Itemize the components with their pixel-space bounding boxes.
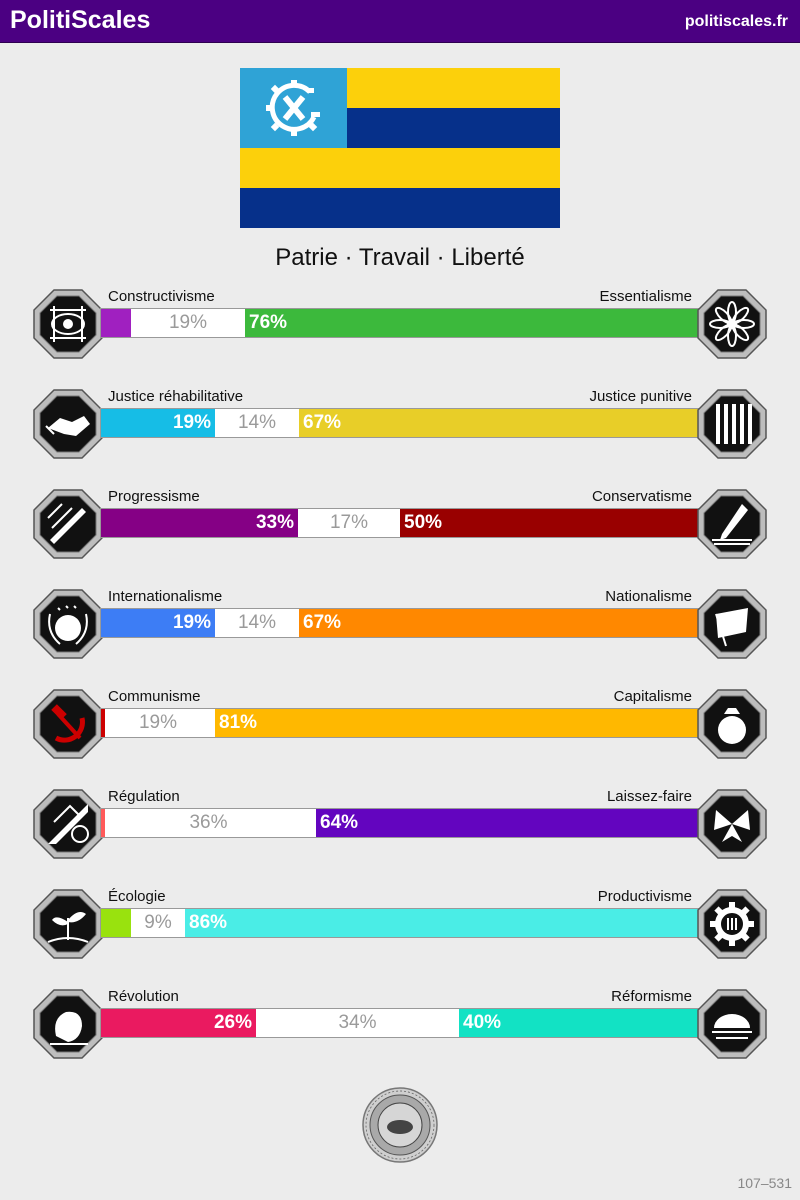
axis-right-segment: 67%: [299, 609, 699, 637]
axis-left-segment: [101, 909, 131, 937]
axis-bar: [100, 708, 700, 738]
axis-neutral-segment: 9%: [144, 912, 172, 933]
eye-icon: [32, 288, 104, 360]
axis-left-segment: 33%: [101, 509, 298, 537]
axis-neutral-segment: 19%: [168, 312, 208, 333]
flag-stripe-4: [240, 188, 560, 228]
site-link[interactable]: politiscales.fr: [684, 13, 788, 30]
money-bag-icon: [696, 688, 768, 760]
quill-icon: [696, 488, 768, 560]
axis-left-segment: 19%: [101, 609, 215, 637]
rocket-icon: [32, 488, 104, 560]
axis-right-segment: 64%: [316, 809, 699, 837]
axis-bar: [100, 908, 700, 938]
axis-row: [0, 388, 800, 468]
axis-right-segment: 67%: [299, 409, 699, 437]
butterfly-icon: [696, 788, 768, 860]
prison-bars-icon: [696, 388, 768, 460]
axis-neutral-segment: 14%: [237, 412, 277, 433]
axis-right-segment: 50%: [400, 509, 699, 537]
axis-right-segment: 40%: [459, 1009, 699, 1037]
axis-row: [0, 888, 800, 968]
globe-icon: [32, 588, 104, 660]
seal-icon: [362, 1087, 438, 1163]
gear-x-emblem-icon: [240, 68, 347, 148]
axis-row: [0, 688, 800, 768]
axis-left-label: Révolution: [108, 988, 179, 1005]
axis-bar: [100, 1008, 700, 1038]
hammer-sickle-icon: [32, 688, 104, 760]
axis-right-label: Capitalisme: [613, 688, 692, 705]
motto: Patrie · Travail · Liberté: [275, 244, 525, 271]
axis-left-segment: 19%: [101, 409, 215, 437]
app-header: [0, 0, 800, 43]
handshake-icon: [32, 388, 104, 460]
flag-stripe-3: [240, 148, 560, 188]
axis-left-label: Communisme: [108, 688, 201, 705]
sprout-icon: [32, 888, 104, 960]
axis-left-label: Progressisme: [108, 488, 200, 505]
brand-title[interactable]: PolitiScales: [10, 6, 151, 34]
axis-neutral-segment: 19%: [138, 712, 178, 733]
axis-neutral-segment: 36%: [189, 812, 228, 833]
parliament-icon: [696, 988, 768, 1060]
axis-row: [0, 488, 800, 568]
axis-row: [0, 588, 800, 668]
axis-right-segment: 76%: [245, 309, 699, 337]
axis-neutral-segment: 34%: [338, 1012, 377, 1033]
axis-left-segment: [101, 309, 131, 337]
axis-row: [0, 988, 800, 1068]
axis-left-label: Régulation: [108, 788, 180, 805]
axis-right-label: Productivisme: [597, 888, 692, 905]
axis-row: [0, 288, 800, 368]
axis-left-label: Écologie: [108, 888, 166, 905]
flower-icon: [696, 288, 768, 360]
result-code: 107–531: [737, 1175, 792, 1191]
axis-neutral-segment: 17%: [329, 512, 369, 533]
axis-bar: [100, 508, 700, 538]
axis-right-label: Conservatisme: [591, 488, 692, 505]
axis-left-segment: 26%: [101, 1009, 256, 1037]
axis-right-label: Laissez-faire: [606, 788, 692, 805]
fist-icon: [32, 988, 104, 1060]
gear-icon: [696, 888, 768, 960]
flag-canton: [240, 68, 347, 148]
axis-right-label: Justice punitive: [589, 388, 692, 405]
ruler-icon: [32, 788, 104, 860]
axis-bar: [100, 808, 700, 838]
axis-right-segment: 81%: [215, 709, 699, 737]
axis-left-label: Constructivisme: [108, 288, 215, 305]
axis-right-label: Réformisme: [611, 988, 692, 1005]
axis-right-segment: 86%: [185, 909, 699, 937]
axis-left-label: Justice réhabilitative: [108, 388, 244, 405]
axis-right-label: Essentialisme: [599, 288, 692, 305]
flag-icon: [696, 588, 768, 660]
axis-bar: [100, 408, 700, 438]
result-flag: [240, 68, 560, 228]
axis-neutral-segment: 14%: [237, 612, 277, 633]
axis-row: [0, 788, 800, 868]
axis-left-label: Internationalisme: [108, 588, 223, 605]
axis-bar: [100, 308, 700, 338]
axis-right-label: Nationalisme: [605, 588, 692, 605]
axis-bar: [100, 608, 700, 638]
